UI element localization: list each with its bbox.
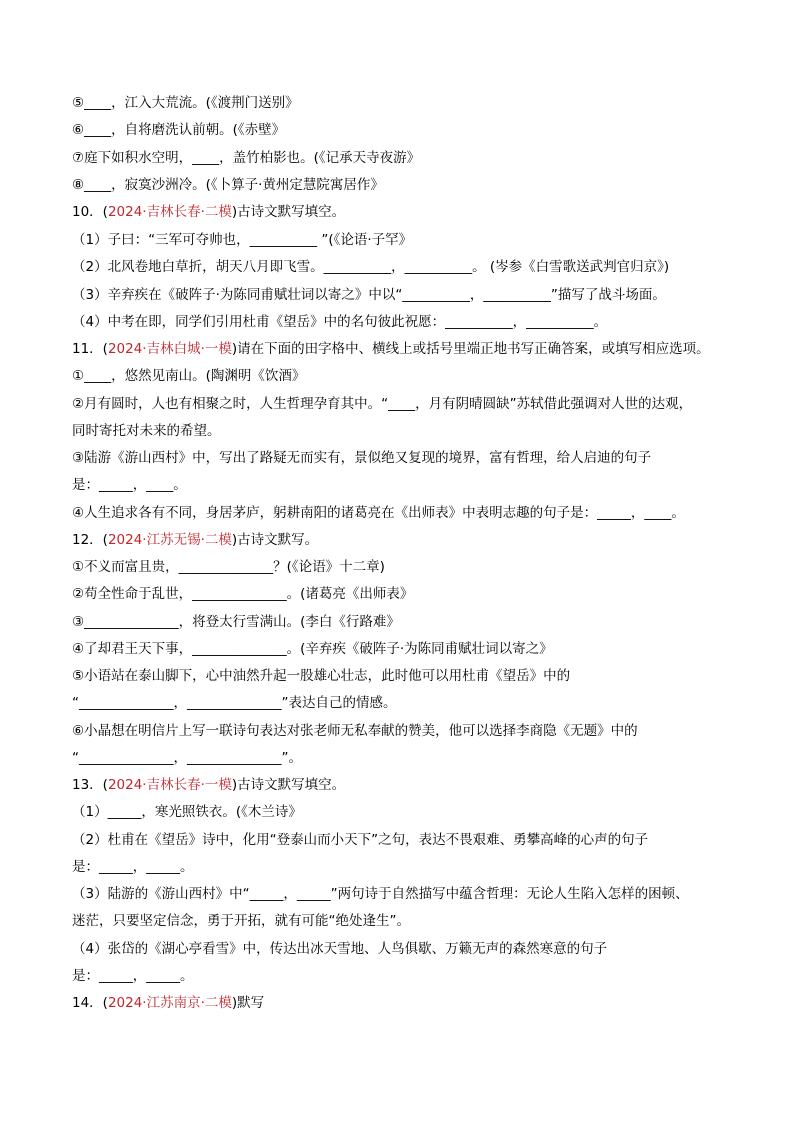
question-instruction: )默写 [231, 995, 265, 1011]
text-line: （3）辛弃疾在《破阵子·为陈同甫赋壮词以寄之》中以“__________，__________”描写了战斗场面。 [72, 287, 666, 303]
text-line: （3）陆游的《游山西村》中“_____，_____”两句诗于自然描写中蕴含哲理：无论人生陷入怎样的困顿、 [72, 886, 689, 902]
text-line: ①____，悠然见南山。(陶渊明《饮酒》 [72, 368, 306, 384]
question-instruction: )古诗文默写填空。 [231, 777, 346, 793]
text-line: 同时寄托对未来的希望。 [72, 423, 221, 439]
question-source: 2024·吉林长春·二模 [107, 204, 232, 220]
text-line: ③______________，将登太行雪满山。(李白《行路难》 [72, 614, 400, 630]
text-line: （2）北风卷地白草折，胡天八月即飞雪。__________，__________。 (岑参《白雪歌送武判官归京》) [72, 259, 670, 275]
text-line: 迷茫，只要坚定信念，勇于开拓，就有可能“绝处逢生”。 [72, 913, 410, 929]
question-instruction: )请在下面的田字格中、横线上或括号里端正地书写正确答案，或填写相应选项。 [231, 341, 710, 357]
question-source: 2024·吉林白城·一模 [107, 341, 232, 357]
question-heading [72, 776, 345, 794]
question-source: 2024·吉林长春·一模 [107, 777, 232, 793]
question-source: 2024·江苏南京·二模 [107, 995, 232, 1011]
question-instruction: )古诗文默写。 [231, 532, 319, 548]
text-line: 是：_____，_____。 [72, 859, 194, 875]
text-line: “______________，______________”。 [72, 750, 302, 766]
text-line: 是：_____，____。 [72, 477, 187, 493]
question-number: 14．( [72, 995, 108, 1011]
text-line: “______________，______________”表达自己的情感。 [72, 695, 397, 711]
text-line: ①不义而富且贵，______________？(《论语》十二章) [72, 559, 385, 575]
text-line: ⑥____，自将磨洗认前朝。(《赤壁》 [72, 122, 286, 138]
text-line: ②苟全性命于乱世，______________。(诸葛亮《出师表》 [72, 586, 414, 602]
text-line: ⑤小语站在泰山脚下，心中油然升起一股雄心壮志，此时他可以用杜甫《望岳》中的 [72, 668, 571, 684]
question-number: 12．( [72, 532, 108, 548]
question-source: 2024·江苏无锡·二模 [107, 532, 232, 548]
question-heading [72, 994, 264, 1012]
text-line: ⑥小晶想在明信片上写一联诗句表达对张老师无私奉献的赞美，他可以选择李商隐《无题》中的 [72, 723, 638, 739]
text-line: ⑦庭下如积水空明，____，盖竹柏影也。(《记承天寺夜游》 [72, 150, 421, 166]
question-heading [72, 531, 318, 549]
text-line: （1）_____，寒光照铁衣。(《木兰诗》 [72, 804, 302, 820]
question-number: 13．( [72, 777, 108, 793]
text-line: 是：_____，_____。 [72, 968, 194, 984]
text-line: （1）子曰：“三军可夺帅也，__________ ”(《论语·子罕》 [72, 232, 413, 248]
question-number: 10．( [72, 204, 108, 220]
text-line: （4）张岱的《湖心亭看雪》中，传达出冰天雪地、人鸟俱歇、万籁无声的森然寒意的句子 [72, 941, 608, 957]
text-line: ⑤____，江入大荒流。(《渡荆门送别》 [72, 95, 299, 111]
question-heading [72, 203, 345, 221]
text-line: ③陆游《游山西村》中，写出了路疑无而实有，景似绝又复现的境界，富有哲理，给人启迪的句子 [72, 450, 652, 466]
question-heading [72, 340, 710, 358]
text-line: （2）杜甫在《望岳》诗中，化用“登泰山而小天下”之句，表达不畏艰难、勇攀高峰的心声的句子 [72, 832, 649, 848]
text-line: ④了却君王天下事，______________。(辛弃疾《破阵子·为陈同甫赋壮词以寄之》 [72, 641, 553, 657]
text-line: ②月有圆时，人也有相聚之时，人生哲理孕育其中。“____，月有阴晴圆缺”苏轼借此强调对人世的达观， [72, 396, 693, 412]
text-line: ④人生追求各有不同，身居茅庐，躬耕南阳的诸葛亮在《出师表》中表明志趣的句子是：_____，____。 [72, 505, 685, 521]
question-number: 11．( [72, 341, 108, 357]
text-line: （4）中考在即，同学们引用杜甫《望岳》中的名句彼此祝愿：__________，__________。 [72, 314, 608, 330]
text-line: ⑧____，寂寞沙洲冷。(《卜算子·黄州定慧院寓居作》 [72, 177, 384, 193]
question-instruction: )古诗文默写填空。 [231, 204, 346, 220]
